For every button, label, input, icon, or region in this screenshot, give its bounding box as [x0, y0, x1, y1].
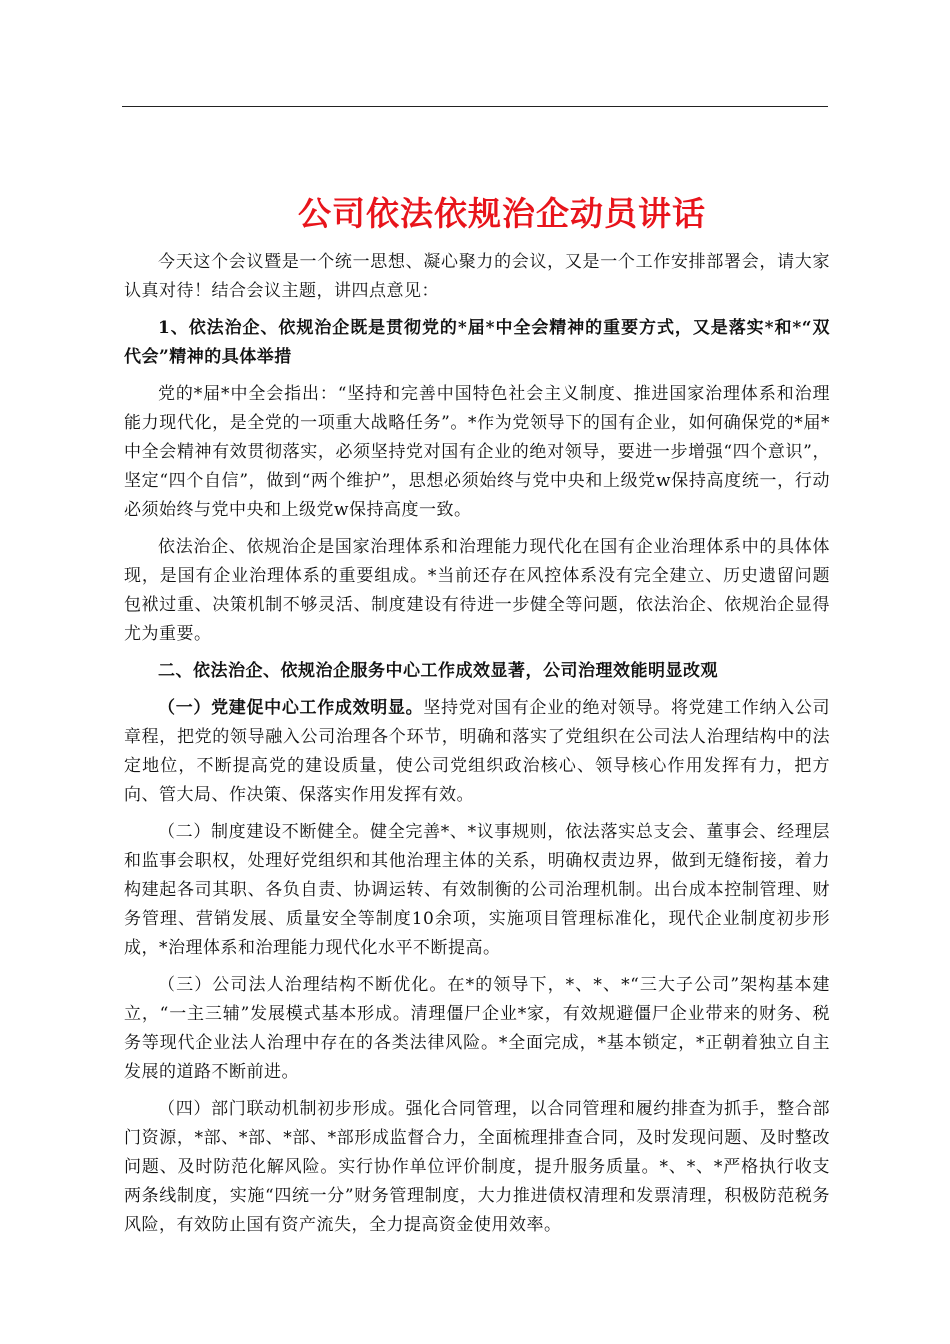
section-1-paragraph-1: 党的*届*中全会指出：“坚持和完善中国特色社会主义制度、推进国家治理体系和治理能力现代化，是全党的一项重大战略任务”。*作为党领导下的国有企业，如何确保党的*届*中全会精神有效贯彻落实，必须坚持党对国有企业的绝对领导，要进一步增强“四个意识”，坚定“四个自信”，做到“两个维护”，思想必须始终与党中央和上级党w保持高度统一，行动必须始终与党中央和上级党w保持高度一致。: [124, 384, 830, 520]
document-body: [124, 248, 830, 1248]
intro-paragraph: 今天这个会议暨是一个统一思想、凝心聚力的会议，又是一个工作安排部署会，请大家认真对待！结合会议主题，讲四点意见：: [124, 252, 830, 301]
section-2-item-4: （四）部门联动机制初步形成。强化合同管理，以合同管理和履约排查为抓手，整合部门资源，*部、*部、*部、*部形成监督合力，全面梳理排查合同，及时发现问题、及时整改问题、及时防范化解风险。实行协作单位评价制度，提升服务质量。*、*、*严格执行收支两条线制度，实施“四统一分”财务管理制度，大力推进债权清理和发票清理，积极防范税务风险，有效防止国有资产流失，全力提高资金使用效率。: [124, 1099, 830, 1235]
section-1-paragraph-2: 依法治企、依规治企是国家治理体系和治理能力现代化在国有企业治理体系中的具体体现，是国有企业治理体系的重要组成。*当前还存在风控体系没有完全建立、历史遗留问题包袱过重、决策机制不够灵活、制度建设有待进一步健全等问题，依法治企、依规治企显得尤为重要。: [124, 537, 830, 644]
section-1-heading: 1、依法治企、依规治企既是贯彻党的*届*中全会精神的重要方式，又是落实*和*“双代会”精神的具体举措: [124, 318, 830, 367]
section-2-item-1-text: 坚持党对国有企业的绝对领导。将党建工作纳入公司章程，把党的领导融入公司治理各个环节，明确和落实了党组织在公司法人治理结构中的法定地位，不断提高党的建设质量，使公司党组织政治核心、领导核心作用发挥有力，把方向、管大局、作决策、保落实作用发挥有效。: [124, 698, 831, 805]
header-rule: [122, 106, 828, 107]
section-2-item-1-lead: （一）党建促中心工作成效明显。: [158, 698, 424, 718]
section-2-item-1: [124, 694, 830, 810]
document-title: 公司依法依规治企动员讲话: [298, 194, 706, 233]
section-2-item-2: （二）制度建设不断健全。健全完善*、*议事规则，依法落实总支会、董事会、经理层和监事会职权，处理好党组织和其他治理主体的关系，明确权责边界，做到无缝衔接，着力构建起各司其职、各负自责、协调运转、有效制衡的公司治理机制。出台成本控制管理、财务管理、营销发展、质量安全等制度10余项，实施项目管理标准化，现代企业制度初步形成，*治理体系和治理能力现代化水平不断提高。: [124, 822, 830, 958]
section-2-heading: 二、依法治企、依规治企服务中心工作成效显著，公司治理效能明显改观: [158, 661, 718, 681]
section-2-item-3: （三）公司法人治理结构不断优化。在*的领导下，*、*、*“三大子公司”架构基本建立，“一主三辅”发展模式基本形成。清理僵尸企业*家，有效规避僵尸企业带来的财务、税务等现代企业法人治理中存在的各类法律风险。*全面完成，*基本锁定，*正朝着独立自主发展的道路不断前进。: [124, 975, 830, 1082]
